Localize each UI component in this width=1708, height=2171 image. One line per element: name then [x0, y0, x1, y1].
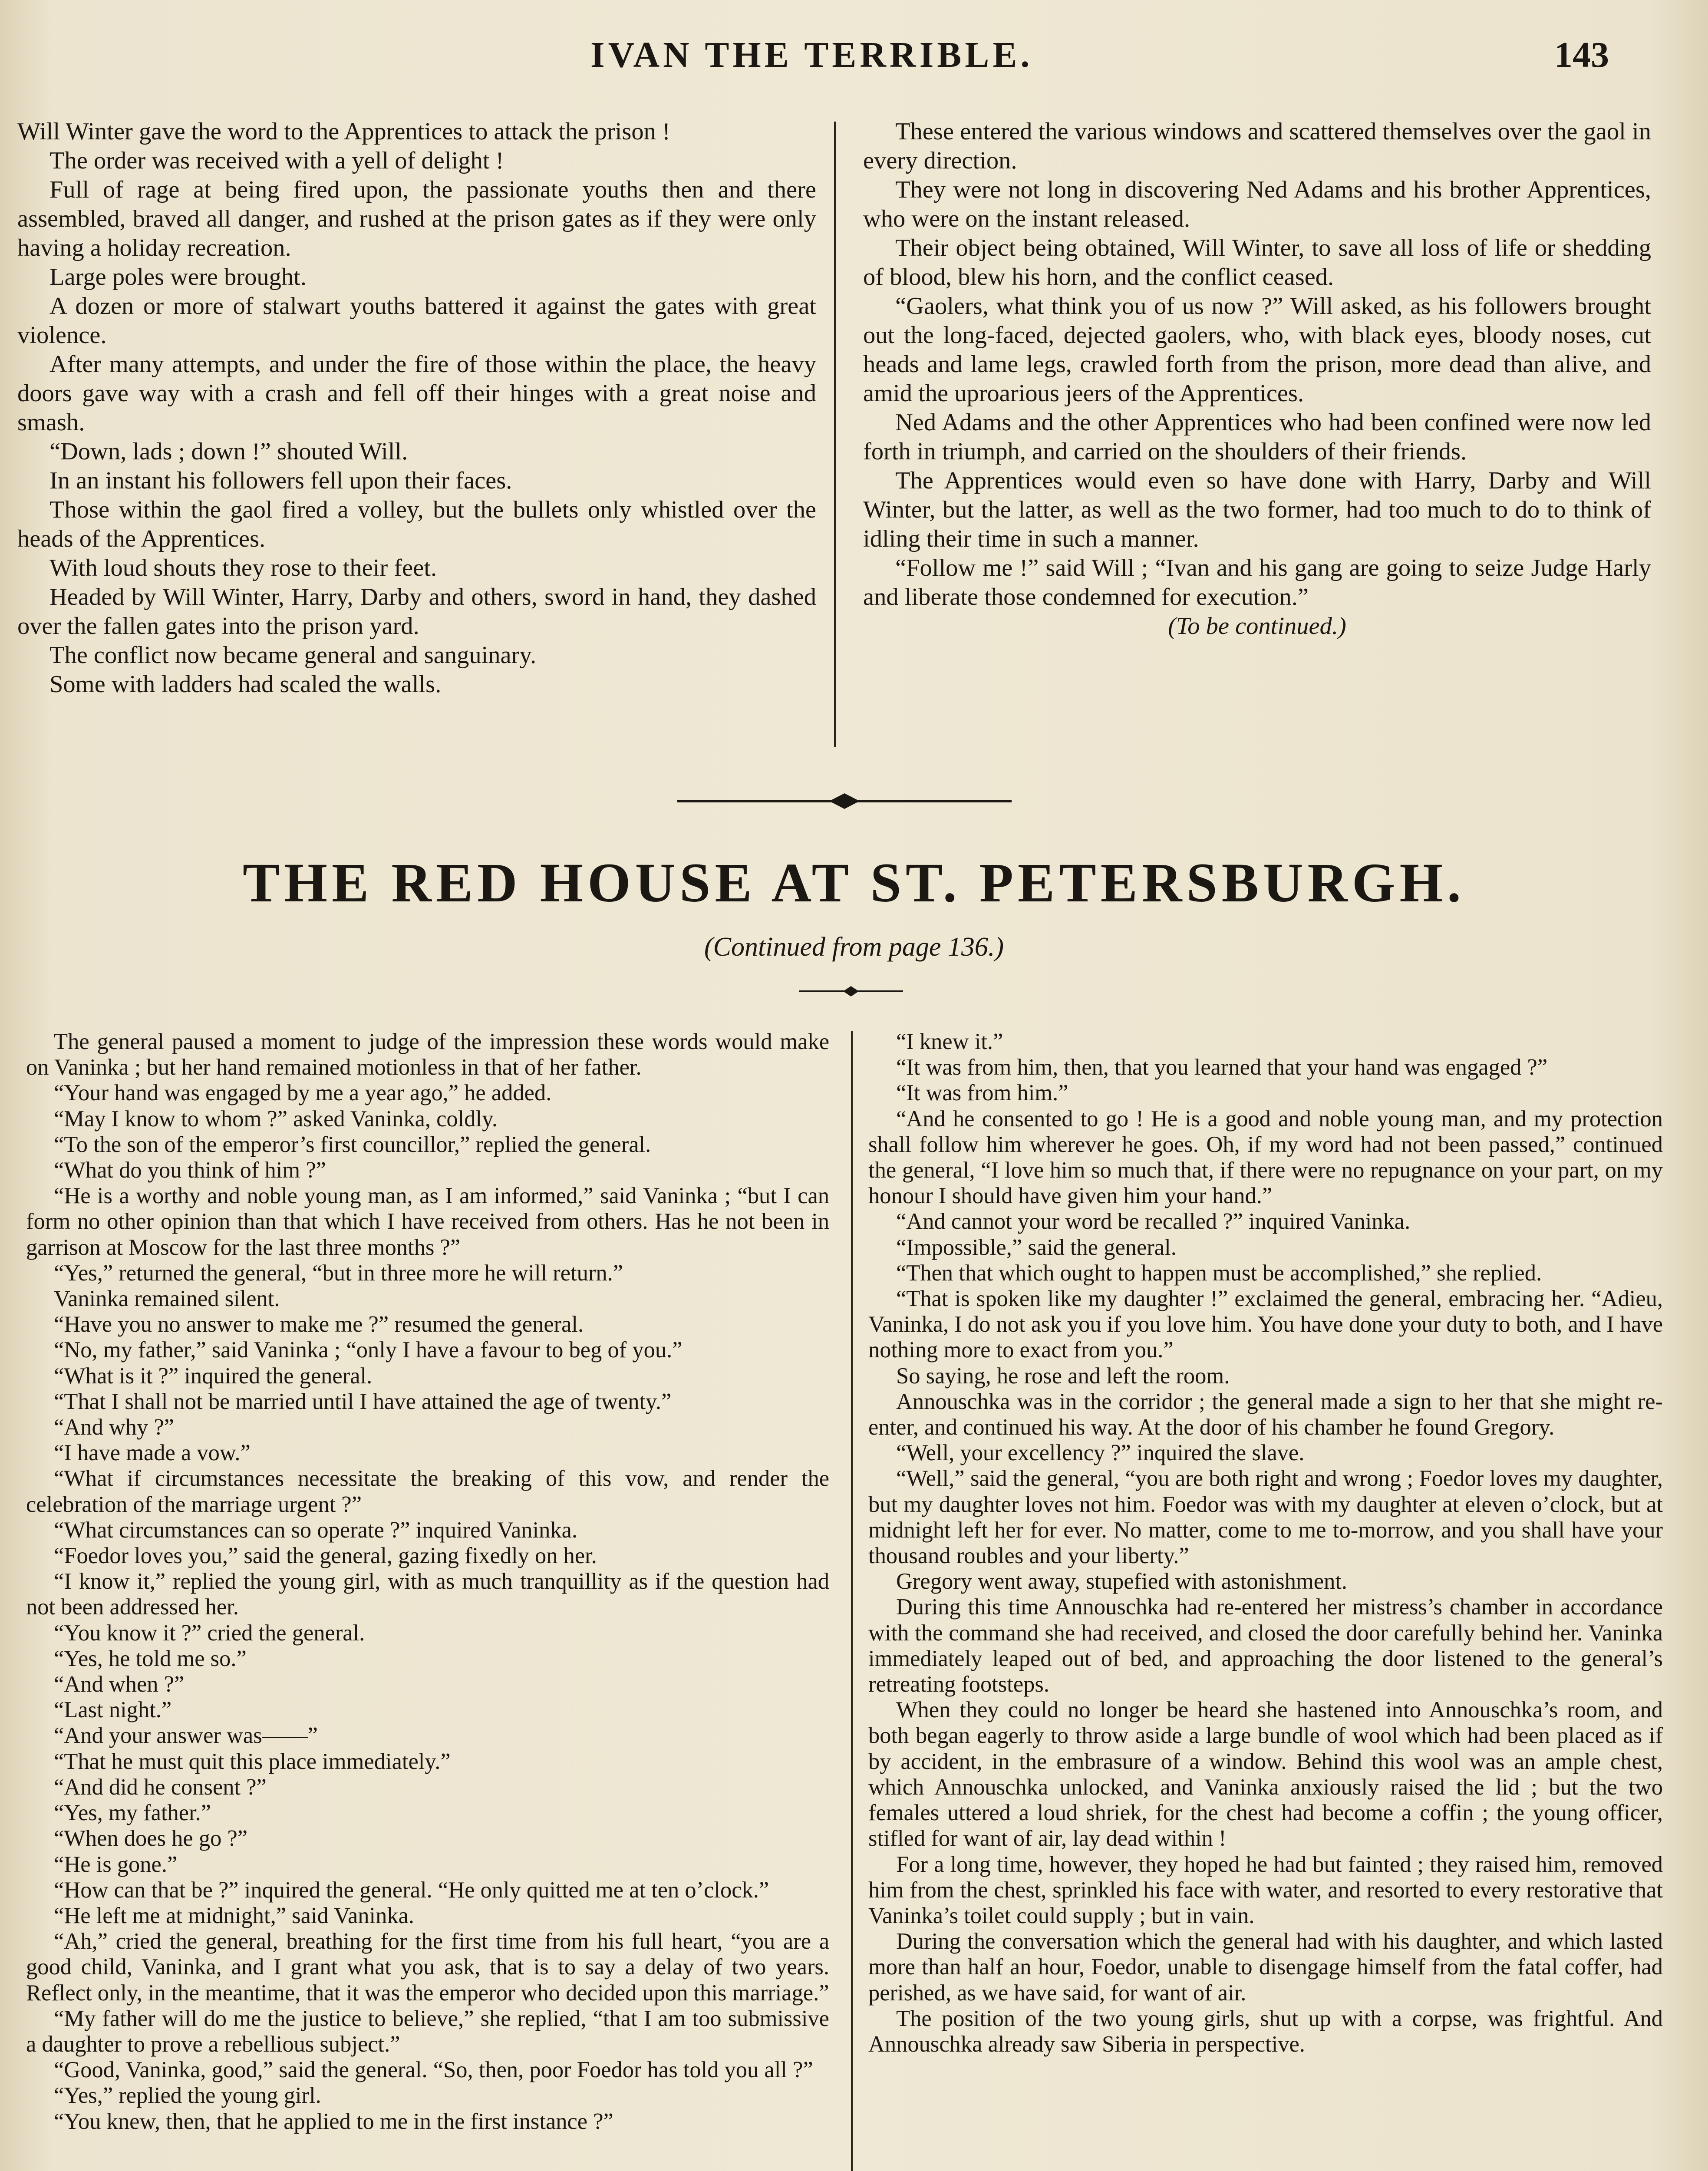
- paragraph: During this time Annouschka had re-entered her mistress’s chamber in accordance with the command she had received, and closed the door carefully behind her. Vaninka immediately leaped out of bed, and approaching the door listened to the general’s retreating footsteps.: [868, 1594, 1663, 1697]
- paragraph: “And cannot your word be recalled ?” inquired Vaninka.: [896, 1209, 1411, 1234]
- paragraph: “It was from him.”: [896, 1080, 1068, 1106]
- page-number: 143: [1554, 35, 1609, 75]
- paragraph: Those within the gaol fired a volley, but the bullets only whistled over the heads of the Apprentices.: [17, 496, 816, 552]
- paragraph: “How can that be ?” inquired the general. “He only quitted me at ten o’clock.”: [54, 1877, 769, 1903]
- paragraph: “Ah,” cried the general, breathing for the first time from his full heart, “you are a good child, Vaninka, and I grant what you ask, that is to say a delay of two years. Reflect only, in the meantime, that it was the emperor who decided upon this marriage.”: [26, 1929, 829, 2006]
- paragraph: “That he must quit this place immediately.”: [54, 1749, 451, 1774]
- small-divider: [799, 985, 903, 998]
- ivan-left-column: [17, 117, 816, 699]
- paragraph: Their object being obtained, Will Winter, to save all loss of life or shedding of blood, blew his horn, and the conflict ceased.: [863, 234, 1651, 290]
- paragraph: After many attempts, and under the fire of those within the place, the heavy doors gave way with a crash and fell off their hinges with a great noise and smash.: [17, 351, 816, 436]
- paragraph: In an instant his followers fell upon their faces.: [49, 467, 512, 494]
- running-head: [0, 34, 1708, 86]
- paragraph: For a long time, however, they hoped he had but fainted ; they raised him, removed him from the chest, sprinkled his face with water, and resorted to every restorative that Vaninka’s toilet could supply ; but in vain.: [868, 1851, 1663, 1928]
- paragraph: “What do you think of him ?”: [54, 1158, 326, 1183]
- paragraph: “Gaolers, what think you of us now ?” Will asked, as his followers brought out the long-faced, dejected gaolers, who, with black eyes, bloody noses, cut heads and lame legs, crawled forth from the prison, more dead than alive, and amid the uproarious jeers of the Apprentices.: [863, 293, 1651, 407]
- paragraph: The order was received with a yell of delight !: [49, 147, 504, 174]
- paragraph: “May I know to whom ?” asked Vaninka, coldly.: [54, 1106, 498, 1132]
- paragraph: “Yes, my father.”: [54, 1800, 211, 1826]
- column-divider: [851, 1031, 853, 2171]
- paragraph: With loud shouts they rose to their feet.: [49, 554, 437, 581]
- paragraph: “Well,” said the general, “you are both right and wrong ; Foedor loves my daughter, but my daughter loves not him. Foedor was with my daughter at eleven o’clock, but at midnight left her for ever. No matter, come to me to-morrow, and you shall have your thousand roubles and your liberty.”: [868, 1466, 1663, 1569]
- paragraph: “You know it ?” cried the general.: [54, 1620, 365, 1646]
- red-house-left-column: [26, 1029, 829, 2135]
- red-house-right-column: [868, 1029, 1663, 2057]
- paragraph: “And he consented to go ! He is a good and noble young man, and my protection shall follow him wherever he goes. Oh, if my word had not been passed,” continued the general, “I love him so much that, if there were no repugnance on your part, on my honour I should have given him your hand.”: [868, 1106, 1663, 1209]
- paragraph: Full of rage at being fired upon, the passionate youths then and there assembled, braved all danger, and rushed at the prison gates as if they were only having a holiday recreation.: [17, 176, 816, 261]
- paragraph: “Impossible,” said the general.: [896, 1234, 1177, 1260]
- paragraph: “My father will do me the justice to believe,” she replied, “that I am too submissive a daughter to prove a rebellious subject.”: [26, 2006, 829, 2057]
- paragraph: “What if circumstances necessitate the breaking of this vow, and render the celebration of the marriage urgent ?”: [26, 1466, 829, 1517]
- paragraph: “He is gone.”: [54, 1851, 178, 1877]
- paragraph: Will Winter gave the word to the Apprentices to attack the prison !: [17, 118, 670, 145]
- paragraph: “Have you no answer to make me ?” resumed the general.: [54, 1312, 584, 1337]
- paragraph: “Well, your excellency ?” inquired the slave.: [896, 1440, 1305, 1466]
- paragraph: “He left me at midnight,” said Vaninka.: [54, 1903, 415, 1928]
- paragraph: “That is spoken like my daughter !” exclaimed the general, embracing her. “Adieu, Vaninka, I do not ask you if you love him. You have done your duty to both, and I have nothing more to exact from you.”: [868, 1286, 1663, 1363]
- paragraph: The general paused a moment to judge of the impression these words would make on Vaninka ; but her hand remained motionless in that of her father.: [26, 1029, 829, 1080]
- paragraph: “He is a worthy and noble young man, as I am informed,” said Vaninka ; “but I can form no other opinion than that which I have received from others. Has he not been in garrison at Moscow for the last three months ?”: [26, 1183, 829, 1260]
- paragraph: These entered the various windows and scattered themselves over the gaol in every direction.: [863, 118, 1651, 174]
- paragraph: “What circumstances can so operate ?” inquired Vaninka.: [54, 1517, 578, 1543]
- paragraph: “It was from him, then, that you learned that your hand was engaged ?”: [896, 1055, 1548, 1080]
- ornamental-divider: [677, 792, 1012, 810]
- paragraph: “What is it ?” inquired the general.: [54, 1363, 373, 1389]
- paragraph: Gregory went away, stupefied with astonishment.: [896, 1569, 1348, 1594]
- paragraph: “Yes,” replied the young girl.: [54, 2083, 321, 2108]
- paragraph: Ned Adams and the other Apprentices who had been confined were now led forth in triumph, and carried on the shoulders of their friends.: [863, 409, 1651, 465]
- paragraph: Headed by Will Winter, Harry, Darby and others, sword in hand, they dashed over the fallen gates into the prison yard.: [17, 584, 816, 640]
- paragraph: “Foedor loves you,” said the general, gazing fixedly on her.: [54, 1543, 597, 1569]
- ivan-right-column: [863, 117, 1651, 641]
- paragraph: “I knew it.”: [896, 1029, 1003, 1054]
- running-title: IVAN THE TERRIBLE.: [590, 35, 1033, 75]
- paragraph: During the conversation which the general had with his daughter, and which lasted more than half an hour, Foedor, unable to disengage himself from the fatal coffer, had perished, as we have said, for want of air.: [868, 1929, 1663, 2006]
- paragraph: “Good, Vaninka, good,” said the general. “So, then, poor Foedor has told you all ?”: [54, 2057, 813, 2083]
- paragraph: “Follow me !” said Will ; “Ivan and his gang are going to seize Judge Harly and liberate those condemned for execution.”: [863, 554, 1651, 610]
- paragraph: “And did he consent ?”: [54, 1774, 267, 1800]
- paragraph: “Yes, he told me so.”: [54, 1646, 247, 1671]
- paragraph: So saying, he rose and left the room.: [896, 1363, 1230, 1389]
- paragraph: The conflict now became general and sanguinary.: [49, 642, 537, 669]
- paragraph: Annouschka was in the corridor ; the general made a sign to her that she might re-enter, and continued his way. At the door of his chamber he found Gregory.: [868, 1389, 1663, 1440]
- continued-note: (Continued from page 136.): [704, 932, 1004, 962]
- paragraph: A dozen or more of stalwart youths battered it against the gates with great violence.: [17, 293, 816, 349]
- paragraph: “And your answer was——”: [54, 1723, 318, 1749]
- paragraph: “I know it,” replied the young girl, with as much tranquillity as if the question had not been addressed her.: [26, 1569, 829, 1620]
- paragraph: “When does he go ?”: [54, 1826, 248, 1851]
- paragraph: “Down, lads ; down !” shouted Will.: [49, 438, 408, 465]
- paragraph: “Yes,” returned the general, “but in three more he will return.”: [54, 1260, 623, 1286]
- paragraph: “No, my father,” said Vaninka ; “only I have a favour to beg of you.”: [54, 1337, 683, 1363]
- paragraph: Vaninka remained silent.: [54, 1286, 280, 1312]
- paragraph: When they could no longer be heard she hastened into Annouschka’s room, and both began eagerly to throw aside a large bundle of wool which had been placed as if by accident, in the embrasure of a window. Behind this wool was an ample chest, which Annouschka unlocked, and Vaninka anxiously raised the lid ; but the two females uttered a loud shriek, for the chest had become a coffin ; the young officer, stifled for want of air, lay dead within !: [868, 1697, 1663, 1851]
- paragraph: “To the son of the emperor’s first councillor,” replied the general.: [54, 1132, 651, 1157]
- story-title: THE RED HOUSE AT ST. PETERSBURGH.: [243, 852, 1465, 914]
- paragraph: “And why ?”: [54, 1415, 174, 1440]
- paragraph: The Apprentices would even so have done with Harry, Darby and Will Winter, but the latter, as well as the two former, had too much to do to think of idling their time in such a manner.: [863, 467, 1651, 552]
- paragraph: “That I shall not be married until I have attained the age of twenty.”: [54, 1389, 672, 1414]
- paragraph: The position of the two young girls, shut up with a corpse, was frightful. And Annouschka already saw Siberia in perspective.: [868, 2006, 1663, 2057]
- to-be-continued: (To be continued.): [1168, 613, 1346, 640]
- paragraph: “Then that which ought to happen must be accomplished,” she replied.: [896, 1260, 1542, 1286]
- paragraph: “And when ?”: [54, 1672, 185, 1697]
- paragraph: “You knew, then, that he applied to me in the first instance ?”: [54, 2108, 613, 2134]
- paragraph: “Your hand was engaged by me a year ago,” he added.: [54, 1080, 552, 1106]
- paragraph: Some with ladders had scaled the walls.: [49, 671, 442, 698]
- paragraph: “Last night.”: [54, 1697, 172, 1723]
- paragraph: “I have made a vow.”: [54, 1440, 251, 1466]
- paragraph: They were not long in discovering Ned Adams and his brother Apprentices, who were on the instant released.: [863, 176, 1651, 232]
- paragraph: Large poles were brought.: [49, 264, 307, 290]
- column-divider: [834, 122, 836, 747]
